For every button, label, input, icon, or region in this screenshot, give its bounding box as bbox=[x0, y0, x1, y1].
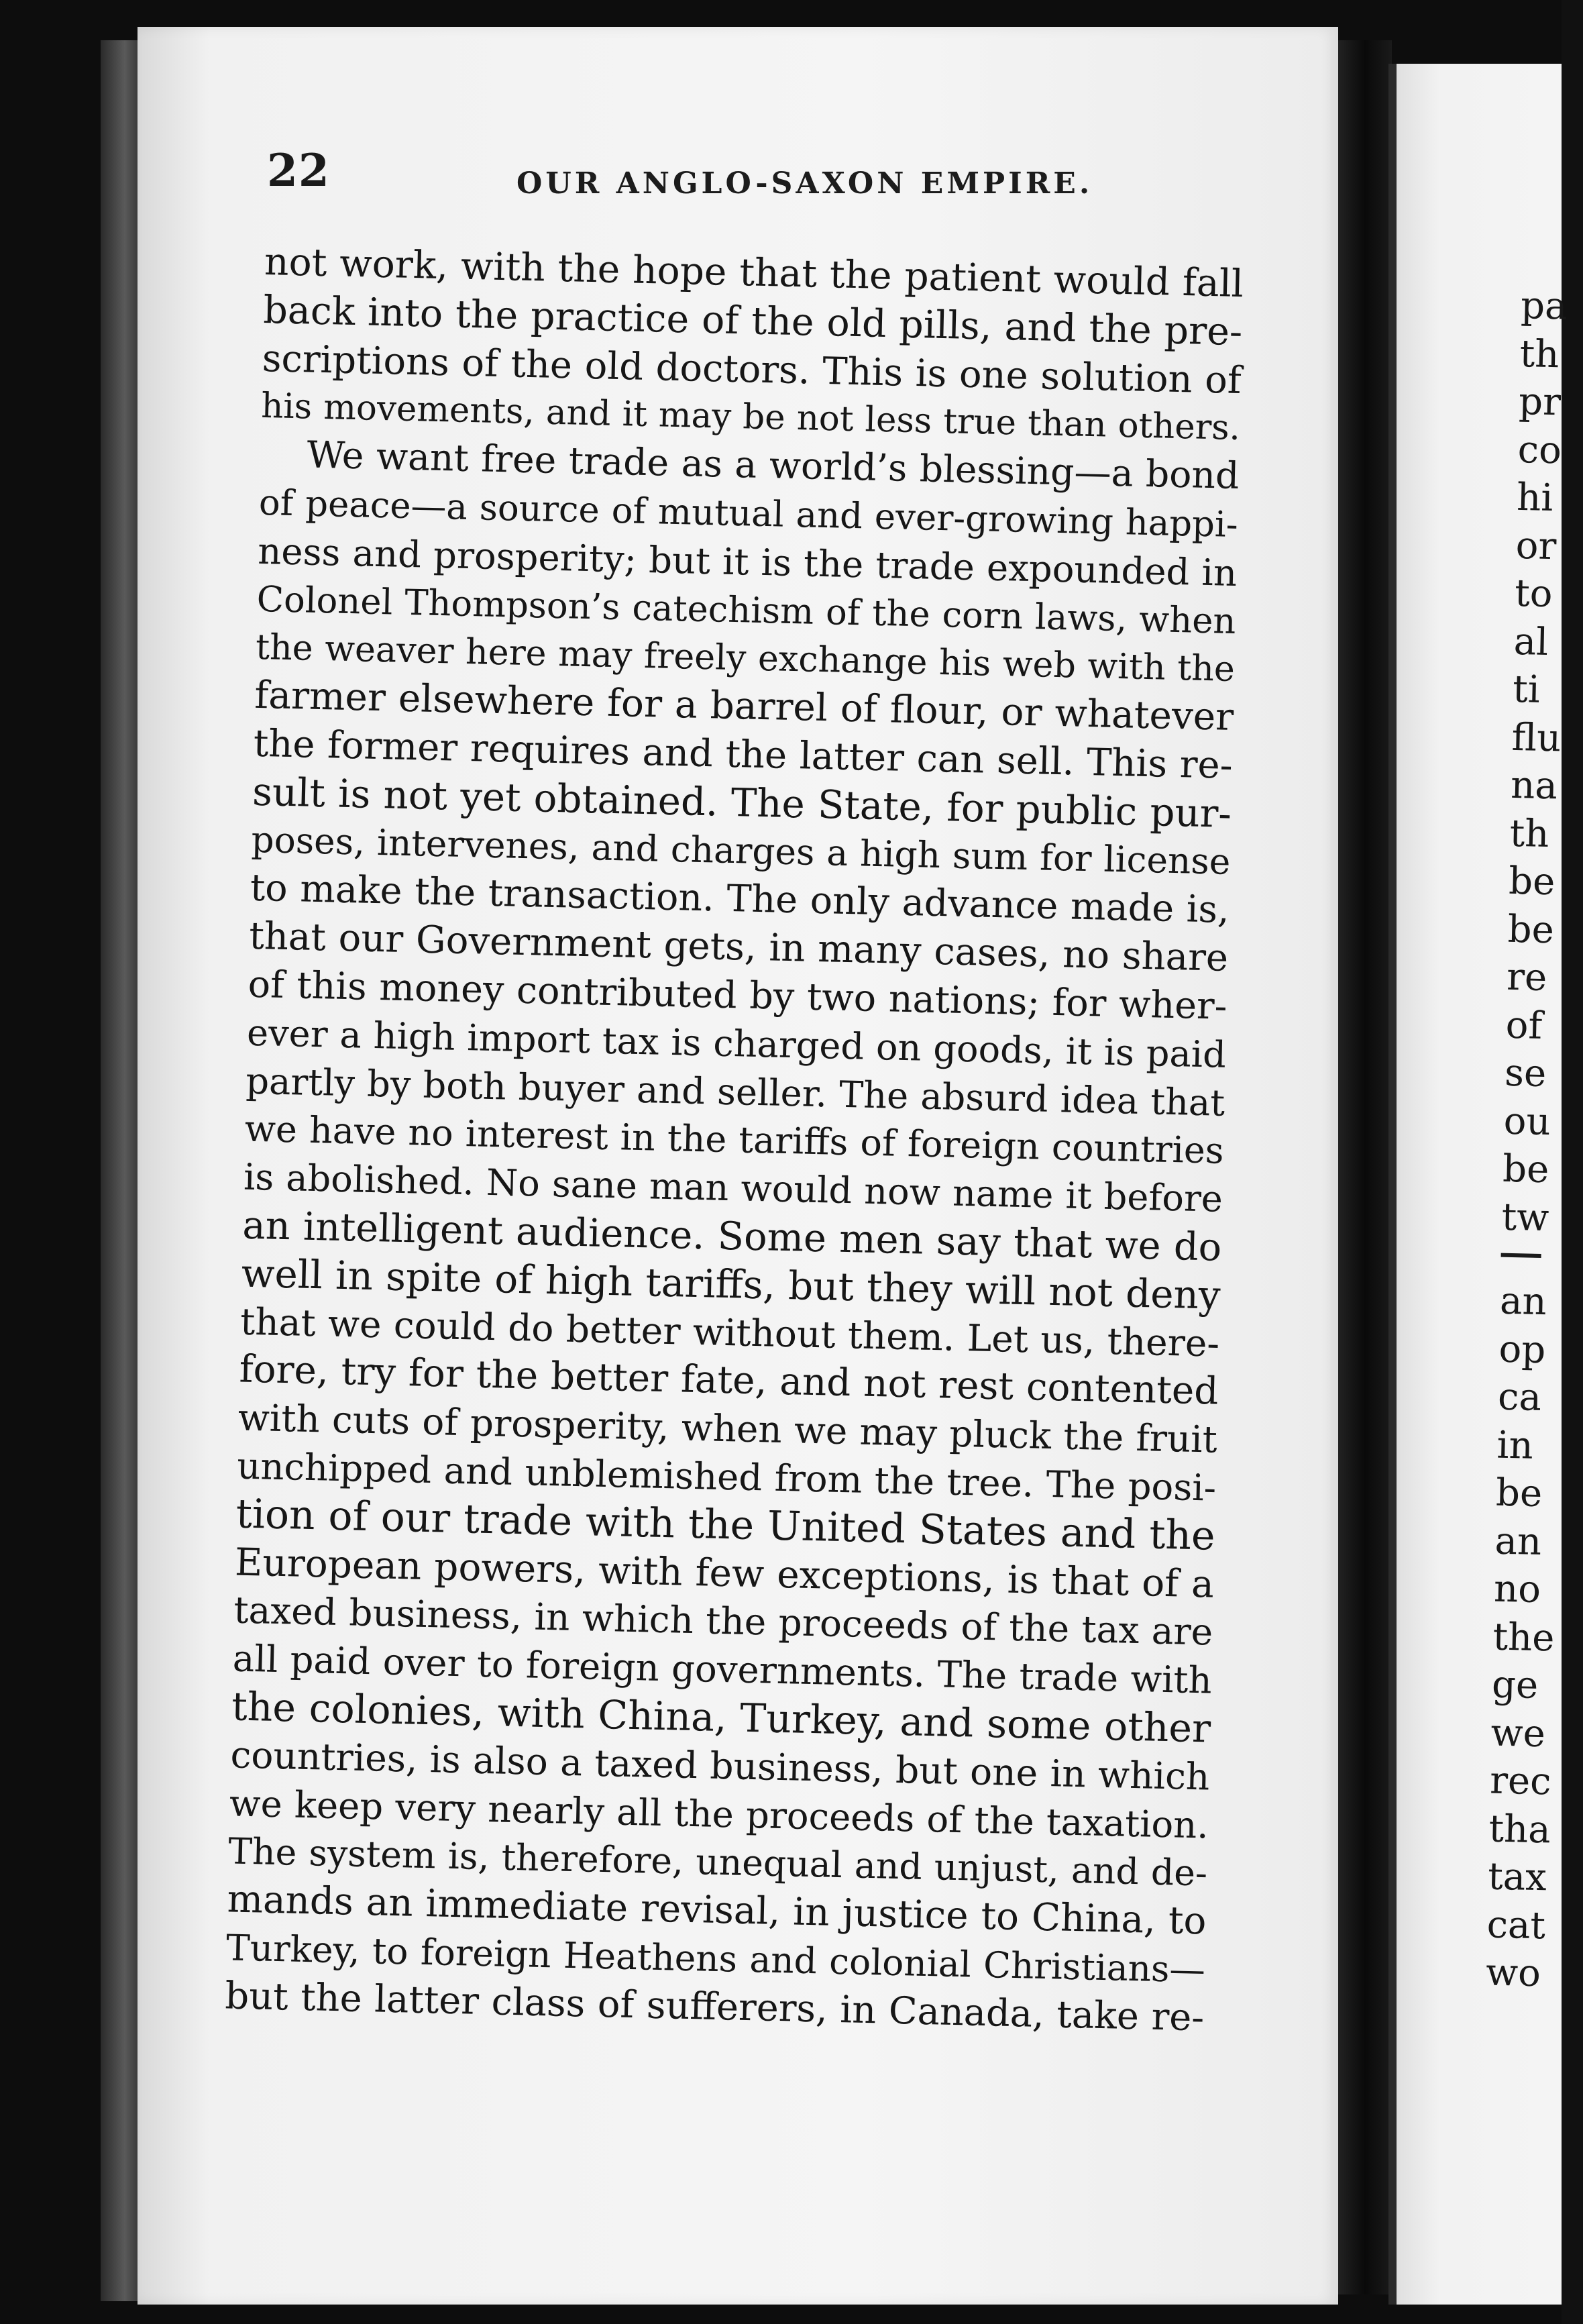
text-line: that we could do better without them. Let us, there- bbox=[239, 1300, 1220, 1365]
text-line: that our Government gets, in many cases, no share bbox=[248, 914, 1229, 981]
facing-fragment: th bbox=[1519, 331, 1560, 376]
facing-fragment: tax bbox=[1487, 1854, 1547, 1900]
text-line: of peace—a source of mutual and ever-growing happi- bbox=[258, 482, 1239, 545]
text-line: We want free trade as a world’s blessing—a bond bbox=[306, 433, 1240, 498]
facing-fragment: be bbox=[1495, 1471, 1543, 1516]
running-head: OUR ANGLO-SAXON EMPIRE. bbox=[516, 166, 1093, 201]
text-line: The system is, therefore, unequal and unjust, and de- bbox=[227, 1830, 1208, 1895]
facing-fragment: tw bbox=[1501, 1195, 1549, 1240]
facing-fragment: in bbox=[1496, 1423, 1534, 1468]
text-line: ever a high import tax is charged on goods, it is paid bbox=[246, 1011, 1227, 1076]
body-text bbox=[225, 238, 1244, 2042]
text-line: is abolished. No sane man would now name it before bbox=[243, 1155, 1223, 1220]
facing-fragment: the bbox=[1492, 1615, 1555, 1660]
facing-fragment: rec bbox=[1489, 1758, 1552, 1804]
facing-fragment: se bbox=[1504, 1051, 1547, 1096]
text-line: Turkey, to foreign Heathens and colonial Christians— bbox=[225, 1926, 1206, 1991]
text-line: ness and prosperity; but it is the trade expounded in bbox=[257, 529, 1238, 594]
facing-fragment: be bbox=[1502, 1147, 1549, 1192]
facing-fragment: ge bbox=[1491, 1662, 1539, 1707]
facing-fragment: an bbox=[1494, 1519, 1542, 1564]
text-line: of this money contributed by two nations; for wher- bbox=[248, 962, 1228, 1028]
text-line: poses, intervenes, and charges a high sum for license bbox=[250, 818, 1231, 883]
text-line: countries, is also a taxed business, but one in which bbox=[229, 1733, 1211, 1799]
facing-fragment: pr bbox=[1518, 379, 1562, 425]
page-number: 22 bbox=[267, 144, 330, 197]
text-line: but the latter class of sufferers, in Canada, take re- bbox=[224, 1974, 1205, 2040]
text-line: unchipped and unblemished from the tree. The posi- bbox=[236, 1444, 1217, 1510]
facing-fragment: wo bbox=[1485, 1950, 1541, 1996]
text-line: back into the practice of the old pills, and the pre- bbox=[262, 287, 1243, 354]
text-line: mands an immediate revisal, in justice to China, to bbox=[227, 1877, 1207, 1944]
facing-fragment: an bbox=[1499, 1279, 1547, 1324]
facing-fragment: pa bbox=[1520, 283, 1568, 329]
text-line: not work, with the hope that the patient would fall bbox=[264, 239, 1244, 307]
text-line: the colonies, with China, Turkey, and some other bbox=[231, 1683, 1211, 1752]
facing-fragment: of bbox=[1505, 1003, 1543, 1048]
text-line: Colonel Thompson’s catechism of the corn laws, when bbox=[256, 578, 1237, 642]
text-line: all paid over to foreign governments. The trade with bbox=[232, 1636, 1213, 1702]
text-line: his movements, and it may be not less true than others. bbox=[260, 386, 1241, 449]
text-line: farmer elsewhere for a barrel of flour, or whatever bbox=[254, 674, 1234, 740]
text-line: we have no interest in the tariffs of foreign countries bbox=[244, 1108, 1225, 1173]
facing-fragment: no bbox=[1493, 1567, 1541, 1612]
facing-fragment: na bbox=[1510, 763, 1558, 808]
facing-fragment: be bbox=[1508, 859, 1555, 904]
facing-fragment: to bbox=[1514, 571, 1553, 617]
facing-fragment: th bbox=[1509, 811, 1550, 856]
text-line: the former requires and the latter can sell. This re- bbox=[253, 721, 1234, 788]
facing-fragment: hi bbox=[1516, 475, 1553, 521]
facing-fragment: al bbox=[1513, 619, 1549, 664]
text-line: the weaver here may freely exchange his web with the bbox=[255, 627, 1236, 690]
facing-fragment: re bbox=[1506, 955, 1547, 1000]
text-line: taxed business, in which the proceeds of the tax are bbox=[233, 1588, 1213, 1654]
facing-fragment: ca bbox=[1497, 1375, 1542, 1420]
facing-fragment: ou bbox=[1503, 1099, 1551, 1144]
facing-fragment: be bbox=[1507, 907, 1555, 952]
text-line: scriptions of the old doctors. This is one solution of bbox=[262, 336, 1242, 403]
facing-fragment: op bbox=[1498, 1327, 1546, 1372]
text-line: to make the transaction. The only advance made is, bbox=[250, 866, 1230, 933]
text-line: with cuts of prosperity, when we may pluck the fruit bbox=[237, 1395, 1218, 1461]
facing-fragment: we bbox=[1490, 1711, 1546, 1756]
section-rule bbox=[1501, 1253, 1541, 1258]
facing-fragment: cat bbox=[1486, 1902, 1546, 1948]
text-line: an intelligent audience. Some men say that we do bbox=[241, 1202, 1223, 1270]
text-line: we keep very nearly all the proceeds of the taxation. bbox=[229, 1781, 1209, 1847]
text-line: fore, try for the better fate, and not rest contented bbox=[238, 1347, 1219, 1414]
facing-fragment: ti bbox=[1512, 667, 1541, 712]
text-line: European powers, with few exceptions, is that of a bbox=[234, 1540, 1215, 1607]
page-gutter bbox=[1338, 40, 1392, 2294]
text-line: tion of our trade with the United States and the bbox=[235, 1490, 1216, 1560]
facing-page-edge bbox=[1388, 64, 1397, 2305]
facing-fragment: co bbox=[1517, 427, 1562, 472]
facing-fragment: flu bbox=[1511, 715, 1562, 760]
text-line: partly by both buyer and seller. The absurd idea that bbox=[245, 1059, 1225, 1124]
text-line: sult is not yet obtained. The State, for public pur- bbox=[252, 768, 1232, 837]
text-line: well in spite of high tariffs, but they will not deny bbox=[241, 1250, 1221, 1318]
facing-fragment: or bbox=[1515, 523, 1557, 568]
facing-fragment: tha bbox=[1488, 1807, 1551, 1852]
